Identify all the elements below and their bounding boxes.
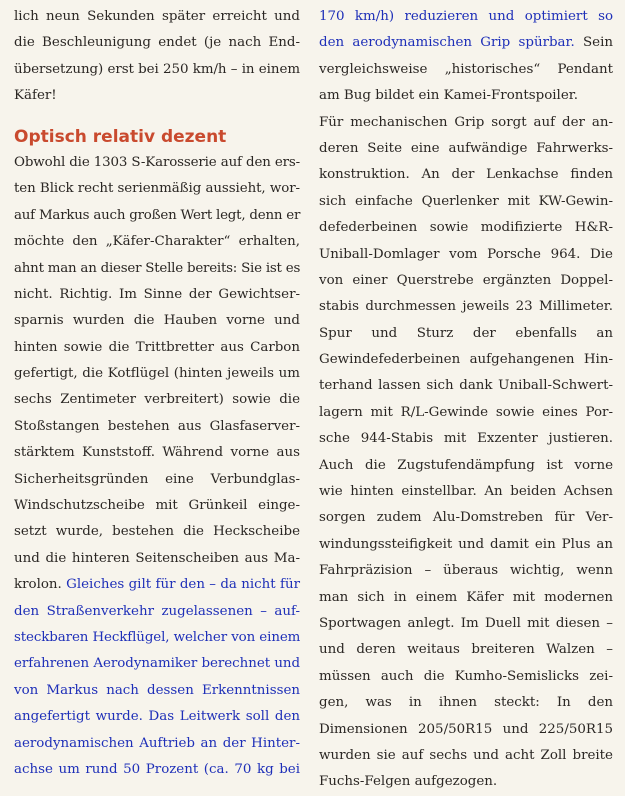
- text-line: ahnt man an dieser Stelle bereits: Sie ist es: [14, 260, 301, 276]
- text-line: wie hinten einstellbar. An beiden Achsen: [319, 484, 613, 500]
- text-line: von einer Querstrebe ergänzten Doppel-: [319, 272, 613, 288]
- text-line: konstruktion. An der Lenkachse finden: [319, 167, 613, 183]
- text-line-highlight: den Straßenverkehr zugelassenen – auf-: [14, 603, 300, 619]
- text-line: setzt wurde, bestehen die Heckscheibe: [14, 524, 300, 540]
- section-heading: Optisch relativ dezent: [14, 126, 227, 147]
- text-line: sparnis wurden die Hauben vorne und: [14, 313, 300, 329]
- text-line: terhand lassen sich dank Uniball-Schwert-: [319, 378, 613, 394]
- text-line: man sich in einem Käfer mit modernen: [319, 589, 613, 605]
- text-line: möchte den „Käfer-Charakter“ erhalten,: [14, 234, 300, 250]
- text-line: übersetzung) erst bei 250 km/h – in einem: [14, 61, 300, 77]
- text-line: lagern mit R/L-Gewinde sowie eines Por-: [319, 404, 613, 420]
- text-line: Uniball-Domlager vom Porsche 964. Die: [319, 246, 613, 262]
- text-line: und die hinteren Seitenscheiben aus Ma-: [14, 550, 300, 566]
- text-line: deren Seite eine aufwändige Fahrwerks-: [319, 140, 613, 156]
- text-line: stabis durchmessen jeweils 23 Millimeter.: [319, 299, 613, 315]
- text-line-highlight: von Markus nach dessen Erkenntnissen: [14, 682, 300, 698]
- right-column: [319, 4, 613, 796]
- text-line: Dimensionen 205/50R15 und 225/50R15: [319, 721, 613, 737]
- text-line: ten Blick recht serienmäßig aussieht, wor-: [14, 181, 300, 197]
- text-line: wurden sie auf sechs und acht Zoll breite: [319, 747, 613, 763]
- text-line: defederbeinen sowie modifizierte H&R-: [319, 220, 613, 236]
- text-line: Sportwagen anlegt. Im Duell mit diesen –: [319, 615, 613, 631]
- text-line: windungssteifigkeit und damit ein Plus an: [319, 536, 613, 552]
- text-line: Gewindefederbeinen aufgehangenen Hin-: [319, 352, 613, 368]
- text-line: stärktem Kunststoff. Während vorne aus: [14, 445, 300, 461]
- text-line: Stoßstangen bestehen aus Glasfaserver-: [14, 418, 300, 434]
- text-line: Auch die Zugstufendämpfung ist vorne: [319, 457, 613, 473]
- text-line-highlight: angefertigt wurde. Das Leitwerk soll den: [14, 709, 300, 725]
- text-line: Obwohl die 1303 S-Karosserie auf den ers-: [14, 154, 300, 170]
- text-line-highlight: 170 km/h) reduzieren und optimiert so: [319, 9, 613, 24]
- text-line: am Bug bildet ein Kamei-Frontspoiler.: [319, 88, 578, 104]
- text-line: Fahrpräzision – überaus wichtig, wenn: [319, 563, 613, 579]
- text-line: lich neun Sekunden später erreicht und: [14, 9, 300, 24]
- text-line-highlight: erfahrenen Aerodynamiker berechnet und: [14, 656, 301, 672]
- text-line: nicht. Richtig. Im Sinne der Gewichtser-: [14, 286, 300, 302]
- text-line: Für mechanischen Grip sorgt auf der an-: [319, 114, 613, 130]
- text-line: vergleichsweise „historisches“ Pendant: [319, 61, 613, 77]
- text-line: hinten sowie die Trittbretter aus Carbon: [14, 339, 300, 355]
- text-line: Windschutzscheibe mit Grünkeil einge-: [14, 498, 300, 514]
- text-line: Spur und Sturz der ebenfalls an: [319, 325, 613, 341]
- text-line: gen, was in ihnen steckt: In den: [319, 695, 613, 711]
- text-line: sche 944-Stabis mit Exzenter justieren.: [319, 431, 613, 447]
- text-highlight: Gleiches gilt für den – da nicht für: [66, 577, 300, 593]
- text-line: gefertigt, die Kotflügel (hinten jeweils um: [14, 366, 300, 382]
- text-line-highlight: aerodynamischen Auftrieb an der Hinter-: [14, 735, 300, 751]
- text-line: die Beschleunigung endet (je nach End-: [14, 35, 300, 51]
- text-line-highlight: steckbaren Heckflügel, welcher von einem: [14, 629, 301, 645]
- text-line: Fuchs-Felgen aufgezogen.: [319, 774, 498, 790]
- text-line: Käfer!: [14, 88, 57, 104]
- text-line: müssen auch die Kumho-Semislicks zei-: [319, 668, 613, 684]
- text-plain: krolon.: [14, 577, 67, 593]
- text-line: sorgen zudem Alu-Domstreben für Ver-: [319, 510, 613, 526]
- text-line: sechs Zentimeter verbreitert) sowie die: [14, 392, 300, 408]
- text-highlight: den aerodynamischen Grip spürbar.: [319, 35, 575, 51]
- text-line-mixed: [319, 30, 613, 56]
- text-line: Sicherheitsgründen eine Verbundglas-: [14, 471, 300, 487]
- text-line: und deren weitaus breiteren Walzen –: [319, 642, 613, 658]
- left-column: [14, 4, 300, 783]
- text-line: auf Markus auch großen Wert legt, denn er: [14, 207, 301, 223]
- text-line-highlight: achse um rund 50 Prozent (ca. 70 kg bei: [14, 761, 300, 777]
- text-line: sich einfache Querlenker mit KW-Gewin-: [319, 193, 613, 209]
- text-plain: Sein: [574, 35, 613, 51]
- text-line-mixed: [14, 572, 300, 598]
